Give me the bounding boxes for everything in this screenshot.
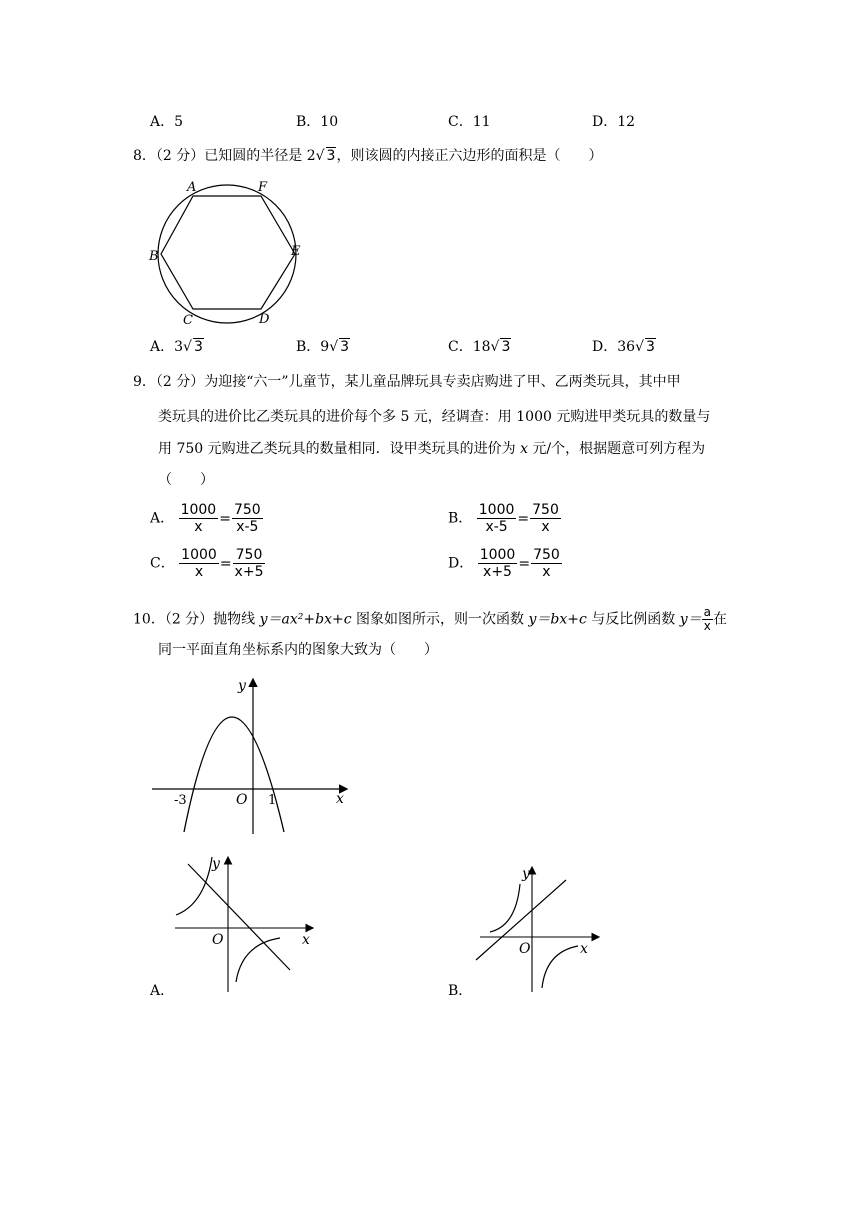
q8-option-a: A．3√ 3 [150,339,203,355]
q8-option-b: B．9√ 3 [296,339,350,355]
q9-stem-line4: （ ） [158,472,214,488]
q9-stem-line1: 9．（2 分）为迎接“六一”儿童节，某儿童品牌玩具专卖店购进了甲、乙两类玩具，其中甲 [133,374,681,390]
label-b: B [149,249,159,264]
x-label: x [580,941,588,957]
tick-label-1: 1 [268,793,277,808]
origin-label: O [519,941,531,957]
q10-stem-line1: 10．（2 分）抛物线 y＝ax²+bx+c 图象如图所示，则一次函数 y＝bx+c 与反比例函数 y＝ $\frac{a}{x}$ 在 [133,605,727,633]
q10-stem-line2: 同一平面直角坐标系内的图象大致为（ ） [158,642,438,658]
regular-hexagon [161,196,295,309]
hexagon-in-circle-figure [145,178,305,326]
hyperbola-branch-upper-left [176,857,212,915]
q9-option-b: B． $\frac{1000}{x-5}$ = $\frac{750}{x}$ [448,502,559,535]
hyperbola-branch-lower-right [542,946,578,988]
label-d: D [259,312,270,326]
q9-option-d: D． $\frac{1000}{x+5}$ = $\frac{750}{x}$ [448,547,560,580]
x-label: x [302,932,310,948]
q9-option-a: A． $\frac{1000}{x}$ = $\frac{750}{x-5}$ [150,502,261,535]
q9-stem-line2: 类玩具的进价比乙类玩具的进价每个多 5 元，经调查：用 1000 元购进甲类玩具的数量与 [158,409,711,425]
tick-label-neg3: -3 [174,793,187,808]
label-a: A [187,180,197,195]
y-label: y [238,678,246,694]
circumcircle [158,185,296,323]
q10-option-a-label: A． [150,983,175,999]
label-f: F [258,180,268,195]
label-c: C [183,313,193,326]
parabola-graph [150,672,360,838]
origin-label: O [236,792,248,808]
q8-stem: 8．（2 分）已知圆的半径是 2√ 3，则该圆的内接正六边形的面积是（ ） [133,148,603,164]
q9-option-c: C． $\frac{1000}{x}$ = $\frac{750}{x+5}$ [150,547,264,580]
hyperbola-branch-lower-right [236,938,280,982]
option-a-graph [170,852,320,994]
q10-option-b-label: B． [448,983,473,999]
q7-option-a: A．5 [150,114,184,130]
option-b-graph [470,862,610,994]
radical-sign: √ 3 [315,148,336,164]
q7-option-b: B．10 [296,114,339,130]
q7-option-c: C．11 [448,114,491,130]
q8-option-c: C．18√ 3 [448,339,511,355]
linear-function-line [188,864,290,970]
q7-option-d: D．12 [592,114,636,130]
label-e: E [291,244,301,259]
origin-label: O [212,932,224,948]
y-label: y [212,856,220,872]
q9-stem-line3: 用 750 元购进乙类玩具的数量相同．设甲类玩具的进价为 x 元/个，根据题意可列方程为 [158,441,706,457]
q8-option-d: D．36√ 3 [592,339,655,355]
x-label: x [336,791,344,807]
parabola-curve [184,717,284,832]
y-label: y [522,866,530,882]
